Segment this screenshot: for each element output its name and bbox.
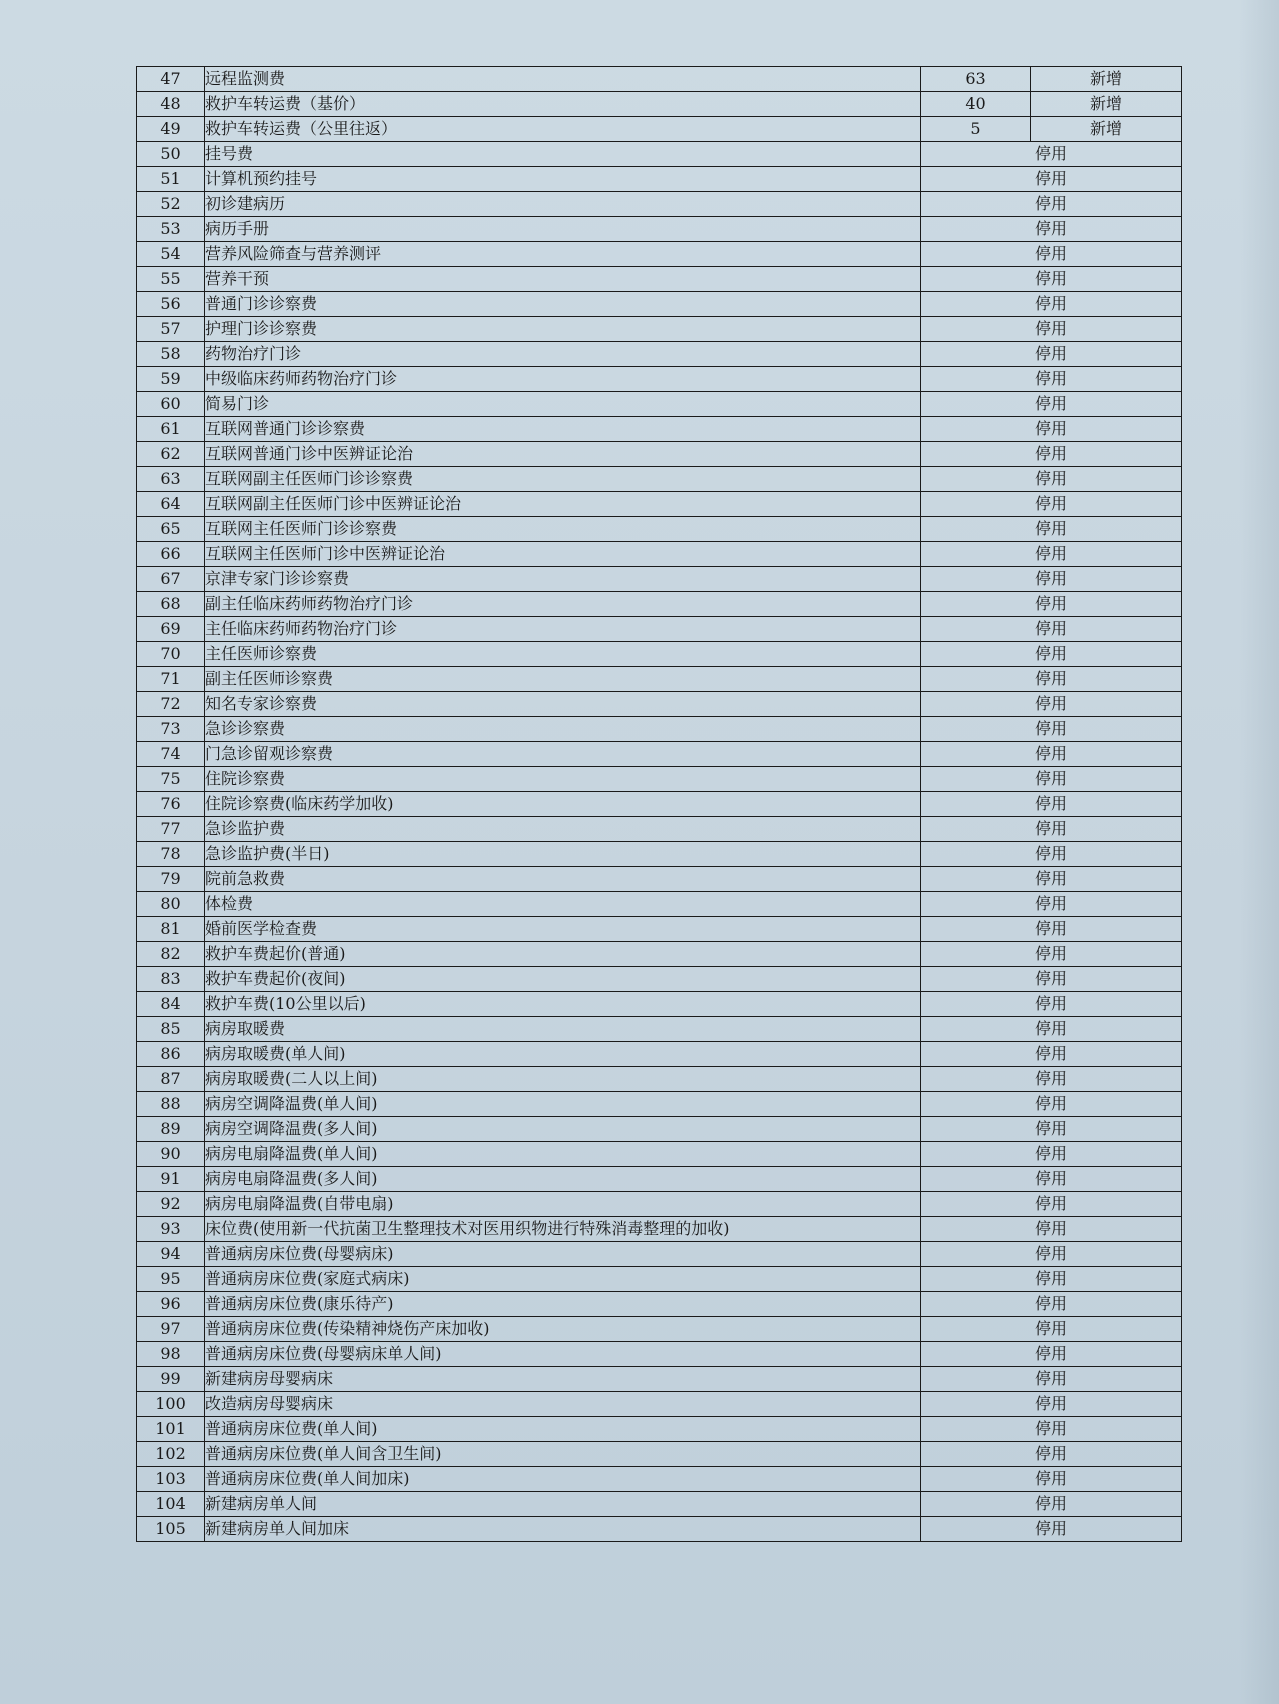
row-number: 67 — [137, 567, 205, 592]
item-status: 停用 — [921, 1267, 1182, 1292]
item-name: 普通病房床位费(母婴病床) — [205, 1242, 921, 1267]
item-name: 挂号费 — [205, 142, 921, 167]
row-number: 84 — [137, 992, 205, 1017]
row-number: 105 — [137, 1517, 205, 1542]
table-row — [137, 1292, 1182, 1317]
table-row — [137, 117, 1182, 142]
item-name: 副主任医师诊察费 — [205, 667, 921, 692]
table-row — [137, 217, 1182, 242]
table-body — [137, 67, 1182, 1542]
item-status: 停用 — [921, 667, 1182, 692]
item-status: 停用 — [921, 367, 1182, 392]
item-name: 急诊监护费 — [205, 817, 921, 842]
item-status: 停用 — [921, 692, 1182, 717]
row-number: 58 — [137, 342, 205, 367]
item-name: 救护车费起价(夜间) — [205, 967, 921, 992]
row-number: 68 — [137, 592, 205, 617]
row-number: 72 — [137, 692, 205, 717]
item-status: 停用 — [921, 317, 1182, 342]
row-number: 74 — [137, 742, 205, 767]
table-row — [137, 717, 1182, 742]
item-name: 初诊建病历 — [205, 192, 921, 217]
item-name: 病房电扇降温费(自带电扇) — [205, 1192, 921, 1217]
item-status: 新增 — [1031, 92, 1182, 117]
item-name: 新建病房母婴病床 — [205, 1367, 921, 1392]
table-row — [137, 467, 1182, 492]
item-name: 普通门诊诊察费 — [205, 292, 921, 317]
row-number: 73 — [137, 717, 205, 742]
item-name: 急诊监护费(半日) — [205, 842, 921, 867]
table-row — [137, 992, 1182, 1017]
item-name: 互联网主任医师门诊诊察费 — [205, 517, 921, 542]
item-status: 停用 — [921, 992, 1182, 1017]
row-number: 69 — [137, 617, 205, 642]
row-number: 76 — [137, 792, 205, 817]
item-name: 主任临床药师药物治疗门诊 — [205, 617, 921, 642]
item-name: 新建病房单人间 — [205, 1492, 921, 1517]
table-row — [137, 1167, 1182, 1192]
table-row — [137, 317, 1182, 342]
row-number: 59 — [137, 367, 205, 392]
item-status: 停用 — [921, 1017, 1182, 1042]
table-row — [137, 267, 1182, 292]
item-name: 远程监测费 — [205, 67, 921, 92]
item-status: 停用 — [921, 492, 1182, 517]
row-number: 98 — [137, 1342, 205, 1367]
item-name: 改造病房母婴病床 — [205, 1392, 921, 1417]
row-number: 82 — [137, 942, 205, 967]
row-number: 71 — [137, 667, 205, 692]
item-status: 停用 — [921, 917, 1182, 942]
item-status: 停用 — [921, 1192, 1182, 1217]
item-name: 京津专家门诊诊察费 — [205, 567, 921, 592]
item-status: 停用 — [921, 1092, 1182, 1117]
row-number: 88 — [137, 1092, 205, 1117]
table-row — [137, 1142, 1182, 1167]
table-row — [137, 667, 1182, 692]
item-status: 停用 — [921, 1517, 1182, 1542]
table-row — [137, 192, 1182, 217]
item-status: 停用 — [921, 242, 1182, 267]
row-number: 92 — [137, 1192, 205, 1217]
item-status: 停用 — [921, 742, 1182, 767]
row-number: 66 — [137, 542, 205, 567]
item-name: 普通病房床位费(母婴病床单人间) — [205, 1342, 921, 1367]
table-row — [137, 1342, 1182, 1367]
table-row — [137, 767, 1182, 792]
item-name: 急诊诊察费 — [205, 717, 921, 742]
item-status: 停用 — [921, 942, 1182, 967]
row-number: 102 — [137, 1442, 205, 1467]
item-name: 互联网普通门诊诊察费 — [205, 417, 921, 442]
table-row — [137, 892, 1182, 917]
item-name: 救护车转运费（公里往返） — [205, 117, 921, 142]
row-number: 60 — [137, 392, 205, 417]
row-number: 52 — [137, 192, 205, 217]
item-price: 63 — [921, 67, 1031, 92]
row-number: 97 — [137, 1317, 205, 1342]
item-status: 停用 — [921, 567, 1182, 592]
row-number: 64 — [137, 492, 205, 517]
item-name: 住院诊察费 — [205, 767, 921, 792]
row-number: 83 — [137, 967, 205, 992]
item-name: 副主任临床药师药物治疗门诊 — [205, 592, 921, 617]
table-row — [137, 817, 1182, 842]
item-status: 停用 — [921, 517, 1182, 542]
row-number: 70 — [137, 642, 205, 667]
table-row — [137, 742, 1182, 767]
item-status: 停用 — [921, 167, 1182, 192]
table-row — [137, 1442, 1182, 1467]
table-row — [137, 442, 1182, 467]
item-name: 护理门诊诊察费 — [205, 317, 921, 342]
item-status: 停用 — [921, 1367, 1182, 1392]
item-status: 停用 — [921, 1342, 1182, 1367]
table-row — [137, 1267, 1182, 1292]
row-number: 89 — [137, 1117, 205, 1142]
item-status: 停用 — [921, 292, 1182, 317]
item-name: 知名专家诊察费 — [205, 692, 921, 717]
item-name: 病房取暖费 — [205, 1017, 921, 1042]
item-status: 停用 — [921, 1492, 1182, 1517]
row-number: 94 — [137, 1242, 205, 1267]
item-status: 停用 — [921, 792, 1182, 817]
item-name: 中级临床药师药物治疗门诊 — [205, 367, 921, 392]
item-status: 停用 — [921, 1067, 1182, 1092]
row-number: 104 — [137, 1492, 205, 1517]
row-number: 63 — [137, 467, 205, 492]
item-name: 病房空调降温费(单人间) — [205, 1092, 921, 1117]
item-status: 停用 — [921, 1167, 1182, 1192]
item-name: 婚前医学检查费 — [205, 917, 921, 942]
item-name: 普通病房床位费(单人间加床) — [205, 1467, 921, 1492]
item-name: 互联网副主任医师门诊中医辨证论治 — [205, 492, 921, 517]
table-row — [137, 1042, 1182, 1067]
table-row — [137, 242, 1182, 267]
row-number: 79 — [137, 867, 205, 892]
table-row — [137, 867, 1182, 892]
item-status: 停用 — [921, 617, 1182, 642]
item-status: 停用 — [921, 1292, 1182, 1317]
item-name: 体检费 — [205, 892, 921, 917]
item-name: 药物治疗门诊 — [205, 342, 921, 367]
table-row — [137, 367, 1182, 392]
item-name: 病历手册 — [205, 217, 921, 242]
row-number: 90 — [137, 1142, 205, 1167]
fee-items-table — [136, 66, 1182, 1542]
table-row — [137, 1367, 1182, 1392]
table-row — [137, 1467, 1182, 1492]
row-number: 62 — [137, 442, 205, 467]
table-row — [137, 592, 1182, 617]
item-name: 床位费(使用新一代抗菌卫生整理技术对医用织物进行特殊消毒整理的加收) — [205, 1217, 921, 1242]
table-row — [137, 1517, 1182, 1542]
table-row — [137, 1242, 1182, 1267]
item-status: 停用 — [921, 1142, 1182, 1167]
item-status: 停用 — [921, 542, 1182, 567]
table-row — [137, 492, 1182, 517]
item-status: 停用 — [921, 467, 1182, 492]
table-row — [137, 92, 1182, 117]
item-name: 主任医师诊察费 — [205, 642, 921, 667]
row-number: 75 — [137, 767, 205, 792]
item-name: 普通病房床位费(单人间含卫生间) — [205, 1442, 921, 1467]
item-status: 停用 — [921, 867, 1182, 892]
item-name: 病房电扇降温费(单人间) — [205, 1142, 921, 1167]
row-number: 86 — [137, 1042, 205, 1067]
item-status: 停用 — [921, 717, 1182, 742]
item-name: 新建病房单人间加床 — [205, 1517, 921, 1542]
row-number: 49 — [137, 117, 205, 142]
item-status: 停用 — [921, 592, 1182, 617]
item-status: 停用 — [921, 767, 1182, 792]
table-row — [137, 692, 1182, 717]
row-number: 80 — [137, 892, 205, 917]
item-name: 普通病房床位费(康乐待产) — [205, 1292, 921, 1317]
table-row — [137, 67, 1182, 92]
item-name: 院前急救费 — [205, 867, 921, 892]
table-row — [137, 1417, 1182, 1442]
row-number: 54 — [137, 242, 205, 267]
item-status: 停用 — [921, 267, 1182, 292]
item-status: 停用 — [921, 1242, 1182, 1267]
table-row — [137, 917, 1182, 942]
item-price: 5 — [921, 117, 1031, 142]
row-number: 56 — [137, 292, 205, 317]
row-number: 57 — [137, 317, 205, 342]
row-number: 85 — [137, 1017, 205, 1042]
item-status: 停用 — [921, 1467, 1182, 1492]
row-number: 91 — [137, 1167, 205, 1192]
row-number: 65 — [137, 517, 205, 542]
row-number: 101 — [137, 1417, 205, 1442]
table-row — [137, 1017, 1182, 1042]
table-row — [137, 792, 1182, 817]
table-row — [137, 1492, 1182, 1517]
table-row — [137, 967, 1182, 992]
row-number: 48 — [137, 92, 205, 117]
row-number: 99 — [137, 1367, 205, 1392]
table-row — [137, 642, 1182, 667]
row-number: 81 — [137, 917, 205, 942]
item-status: 新增 — [1031, 67, 1182, 92]
row-number: 61 — [137, 417, 205, 442]
table-row — [137, 1117, 1182, 1142]
item-name: 普通病房床位费(传染精神烧伤产床加收) — [205, 1317, 921, 1342]
table-row — [137, 167, 1182, 192]
table-row — [137, 142, 1182, 167]
table-row — [137, 1217, 1182, 1242]
table-row — [137, 517, 1182, 542]
table-row — [137, 617, 1182, 642]
item-name: 病房取暖费(单人间) — [205, 1042, 921, 1067]
item-name: 普通病房床位费(家庭式病床) — [205, 1267, 921, 1292]
item-name: 营养干预 — [205, 267, 921, 292]
table-row — [137, 942, 1182, 967]
row-number: 96 — [137, 1292, 205, 1317]
table-row — [137, 567, 1182, 592]
item-name: 病房空调降温费(多人间) — [205, 1117, 921, 1142]
item-status: 停用 — [921, 642, 1182, 667]
item-name: 互联网普通门诊中医辨证论治 — [205, 442, 921, 467]
table-row — [137, 842, 1182, 867]
row-number: 78 — [137, 842, 205, 867]
row-number: 103 — [137, 1467, 205, 1492]
item-name: 病房取暖费(二人以上间) — [205, 1067, 921, 1092]
item-name: 病房电扇降温费(多人间) — [205, 1167, 921, 1192]
table-row — [137, 1092, 1182, 1117]
table-row — [137, 392, 1182, 417]
row-number: 53 — [137, 217, 205, 242]
item-status: 停用 — [921, 1392, 1182, 1417]
table-row — [137, 292, 1182, 317]
item-status: 停用 — [921, 1217, 1182, 1242]
item-name: 营养风险筛查与营养测评 — [205, 242, 921, 267]
table-row — [137, 1067, 1182, 1092]
item-status: 停用 — [921, 1442, 1182, 1467]
item-status: 停用 — [921, 342, 1182, 367]
table-row — [137, 342, 1182, 367]
row-number: 93 — [137, 1217, 205, 1242]
row-number: 77 — [137, 817, 205, 842]
item-status: 停用 — [921, 892, 1182, 917]
item-status: 停用 — [921, 392, 1182, 417]
table-row — [137, 1192, 1182, 1217]
item-status: 停用 — [921, 817, 1182, 842]
item-name: 门急诊留观诊察费 — [205, 742, 921, 767]
item-status: 停用 — [921, 1317, 1182, 1342]
item-name: 互联网主任医师门诊中医辨证论治 — [205, 542, 921, 567]
item-name: 计算机预约挂号 — [205, 167, 921, 192]
item-status: 停用 — [921, 142, 1182, 167]
item-status: 停用 — [921, 1042, 1182, 1067]
row-number: 55 — [137, 267, 205, 292]
row-number: 87 — [137, 1067, 205, 1092]
item-status: 停用 — [921, 1117, 1182, 1142]
item-status: 停用 — [921, 442, 1182, 467]
item-name: 救护车费(10公里以后) — [205, 992, 921, 1017]
row-number: 100 — [137, 1392, 205, 1417]
table-row — [137, 1317, 1182, 1342]
row-number: 51 — [137, 167, 205, 192]
item-name: 互联网副主任医师门诊诊察费 — [205, 467, 921, 492]
row-number: 95 — [137, 1267, 205, 1292]
row-number: 50 — [137, 142, 205, 167]
table-row — [137, 542, 1182, 567]
table-row — [137, 1392, 1182, 1417]
item-name: 普通病房床位费(单人间) — [205, 1417, 921, 1442]
item-status: 停用 — [921, 967, 1182, 992]
table-row — [137, 417, 1182, 442]
item-name: 救护车费起价(普通) — [205, 942, 921, 967]
item-status: 停用 — [921, 192, 1182, 217]
item-price: 40 — [921, 92, 1031, 117]
item-status: 停用 — [921, 842, 1182, 867]
item-status: 停用 — [921, 217, 1182, 242]
item-name: 救护车转运费（基价） — [205, 92, 921, 117]
item-name: 简易门诊 — [205, 392, 921, 417]
item-status: 新增 — [1031, 117, 1182, 142]
item-status: 停用 — [921, 417, 1182, 442]
item-status: 停用 — [921, 1417, 1182, 1442]
row-number: 47 — [137, 67, 205, 92]
item-name: 住院诊察费(临床药学加收) — [205, 792, 921, 817]
